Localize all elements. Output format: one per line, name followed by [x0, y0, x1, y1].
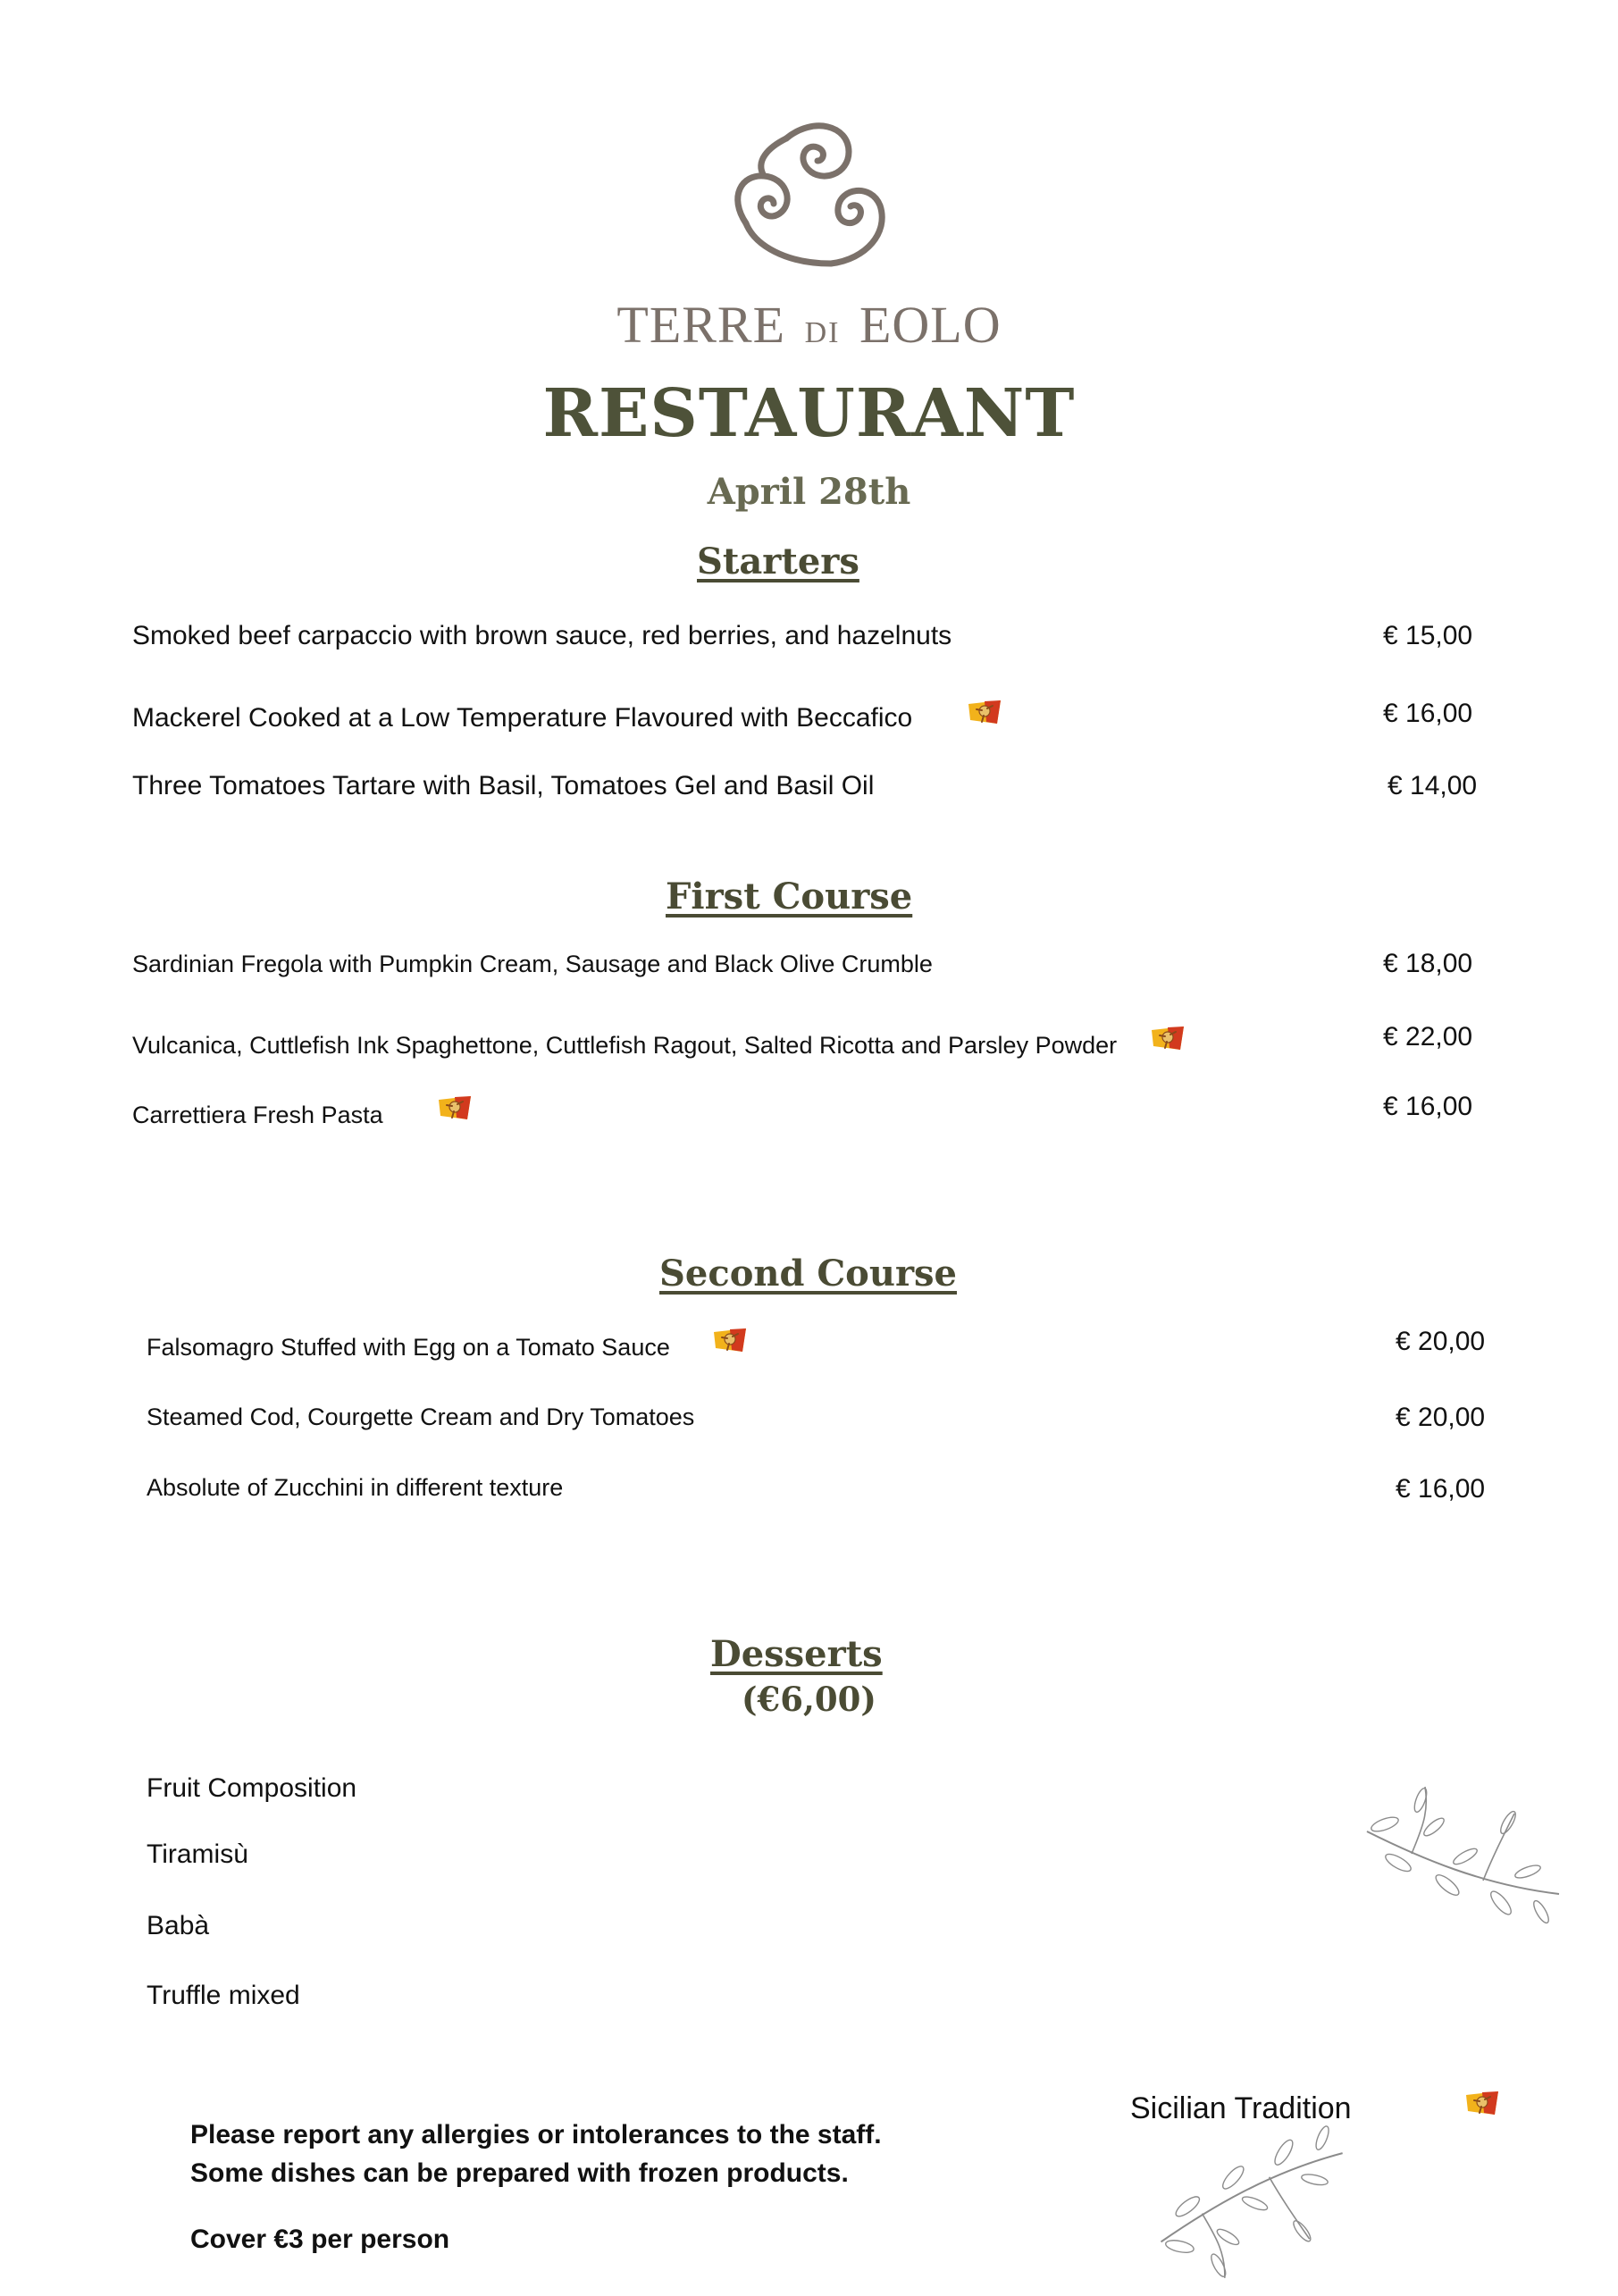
menu-item-price: € 14,00 — [1387, 771, 1478, 800]
trinacria-flag-icon — [435, 1093, 474, 1123]
section-title-first-course: First Course — [666, 876, 913, 918]
trinacria-flag-icon — [965, 697, 1004, 727]
menu-item-name: Falsomagro Stuffed with Egg on a Tomato Sauce — [147, 1334, 670, 1361]
trinacria-flag-icon — [710, 1325, 750, 1355]
allergy-note: Please report any allergies or intolerances to the staff. — [190, 2120, 882, 2149]
frozen-note: Some dishes can be prepared with frozen products. — [190, 2158, 849, 2188]
menu-item-name: Smoked beef carpaccio with brown sauce, red berries, and hazelnuts — [132, 621, 952, 650]
menu-item-price: € 16,00 — [1396, 1474, 1486, 1504]
menu-item-price: € 16,00 — [1383, 1092, 1473, 1121]
brand-name — [0, 295, 1618, 355]
menu-item-name: Steamed Cod, Courgette Cream and Dry Tomatoes — [147, 1404, 695, 1430]
menu-item-price: € 18,00 — [1383, 949, 1473, 978]
menu-item-name: Mackerel Cooked at a Low Temperature Flavoured with Beccafico — [132, 703, 913, 733]
olive-branch-icon — [1358, 1778, 1564, 1930]
brand-name-part-2: EOLO — [859, 296, 1002, 354]
page-title: RESTAURANT — [542, 375, 1076, 452]
olive-branch-icon — [1138, 2117, 1362, 2296]
brand-name-di: DI — [804, 316, 841, 349]
section-title-second-course: Second Course — [659, 1253, 957, 1295]
menu-date: April 28th — [707, 471, 911, 513]
dessert-item: Babà — [147, 1911, 210, 1940]
dessert-item: Truffle mixed — [147, 1981, 300, 2010]
desserts-price: (€6,00) — [742, 1680, 876, 1719]
menu-item-name: Absolute of Zucchini in different texture — [147, 1474, 564, 1501]
brand-name-part-1: TERRE — [616, 296, 786, 354]
menu-item-name: Vulcanica, Cuttlefish Ink Spaghettone, Cuttlefish Ragout, Salted Ricotta and Parsley Powder — [132, 1032, 1118, 1059]
trinacria-flag-icon — [1148, 1023, 1187, 1053]
menu-item-name: Carrettiera Fresh Pasta — [132, 1102, 383, 1128]
menu-item-price: € 16,00 — [1383, 699, 1473, 728]
menu-item-price: € 20,00 — [1396, 1403, 1486, 1432]
menu-item-price: € 20,00 — [1396, 1327, 1486, 1356]
triple-spiral-logo-icon — [724, 112, 893, 268]
dessert-item: Tiramisù — [147, 1839, 248, 1869]
section-title-starters: Starters — [697, 540, 859, 582]
dessert-item: Fruit Composition — [147, 1773, 357, 1803]
legend-label: Sicilian Tradition — [1130, 2091, 1352, 2125]
section-title-desserts: Desserts — [710, 1633, 883, 1675]
menu-item-name: Three Tomatoes Tartare with Basil, Tomatoes Gel and Basil Oil — [132, 771, 875, 800]
menu-item-price: € 15,00 — [1383, 621, 1473, 650]
menu-item-name: Sardinian Fregola with Pumpkin Cream, Sausage and Black Olive Crumble — [132, 951, 933, 977]
cover-charge: Cover €3 per person — [190, 2225, 450, 2254]
trinacria-flag-icon — [1463, 2088, 1502, 2118]
menu-item-price: € 22,00 — [1383, 1022, 1473, 1052]
